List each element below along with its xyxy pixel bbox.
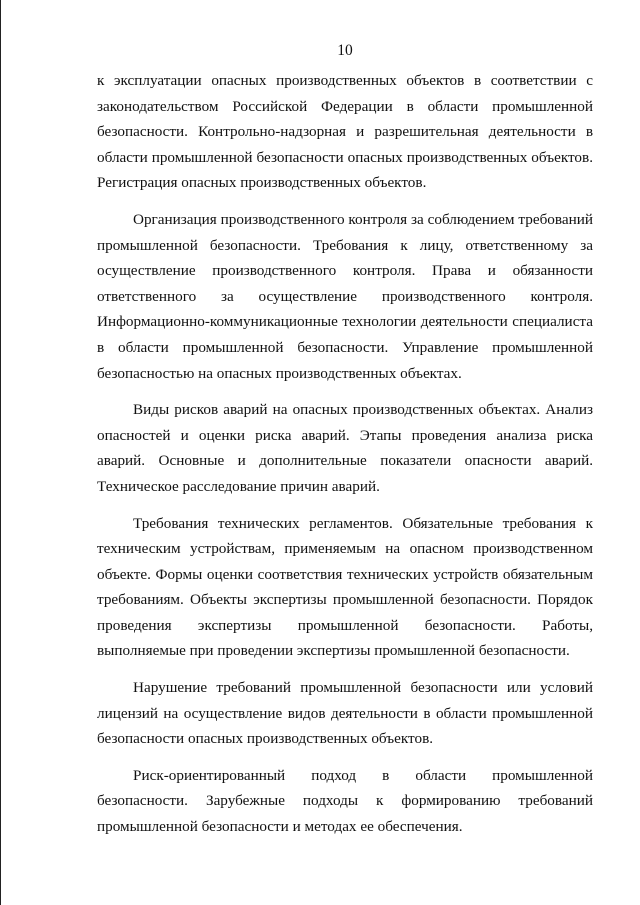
paragraph-3: Виды рисков аварий на опасных производственных объектах. Анализ опасностей и оценки риска аварий. Этапы проведения анализа риска аварий. Основные и дополнительные показатели опасности аварий. Техническое расследование причин аварий. xyxy=(97,401,593,495)
page-number: 10 xyxy=(337,42,353,59)
document-body xyxy=(97,68,593,851)
paragraph-2: Организация производственного контроля за соблюдением требований промышленной безопасности. Требования к лицу, ответственному за осуществление производственного контроля. Права и обязанности ответственного за осуществление производственного контроля. Информационно-коммуникационные технологии деятельности специалиста в области промышленной безопасности. Управление промышленной безопасностью на опасных производственных объектах. xyxy=(97,210,593,382)
paragraph-5: Нарушение требований промышленной безопасности или условий лицензий на осуществление видов деятельности в области промышленной безопасности опасных производственных объектов. xyxy=(97,679,593,748)
paragraph-4: Требования технических регламентов. Обязательные требования к техническим устройствам, применяемым на опасном производственном объекте. Формы оценки соответствия технических устройств обязательным требованиям. Объекты экспертизы промышленной безопасности. Порядок проведения экспертизы промышленной безопасности. Работы, выполняемые при проведении экспертизы промышленной безопасности. xyxy=(97,514,593,660)
scan-edge xyxy=(0,0,1,905)
paragraph-6: Риск-ориентированный подход в области промышленной безопасности. Зарубежные подходы к формированию требований промышленной безопасности и методах ее обеспечения. xyxy=(97,766,593,836)
paragraph-1: к эксплуатации опасных производственных объектов в соответствии с законодательством Российской Федерации в области промышленной безопасности. Контрольно-надзорная и разрешительная деятельности в области промышленной безопасности опасных производственных объектов. Регистрация опасных производственных объектов. xyxy=(97,72,593,192)
